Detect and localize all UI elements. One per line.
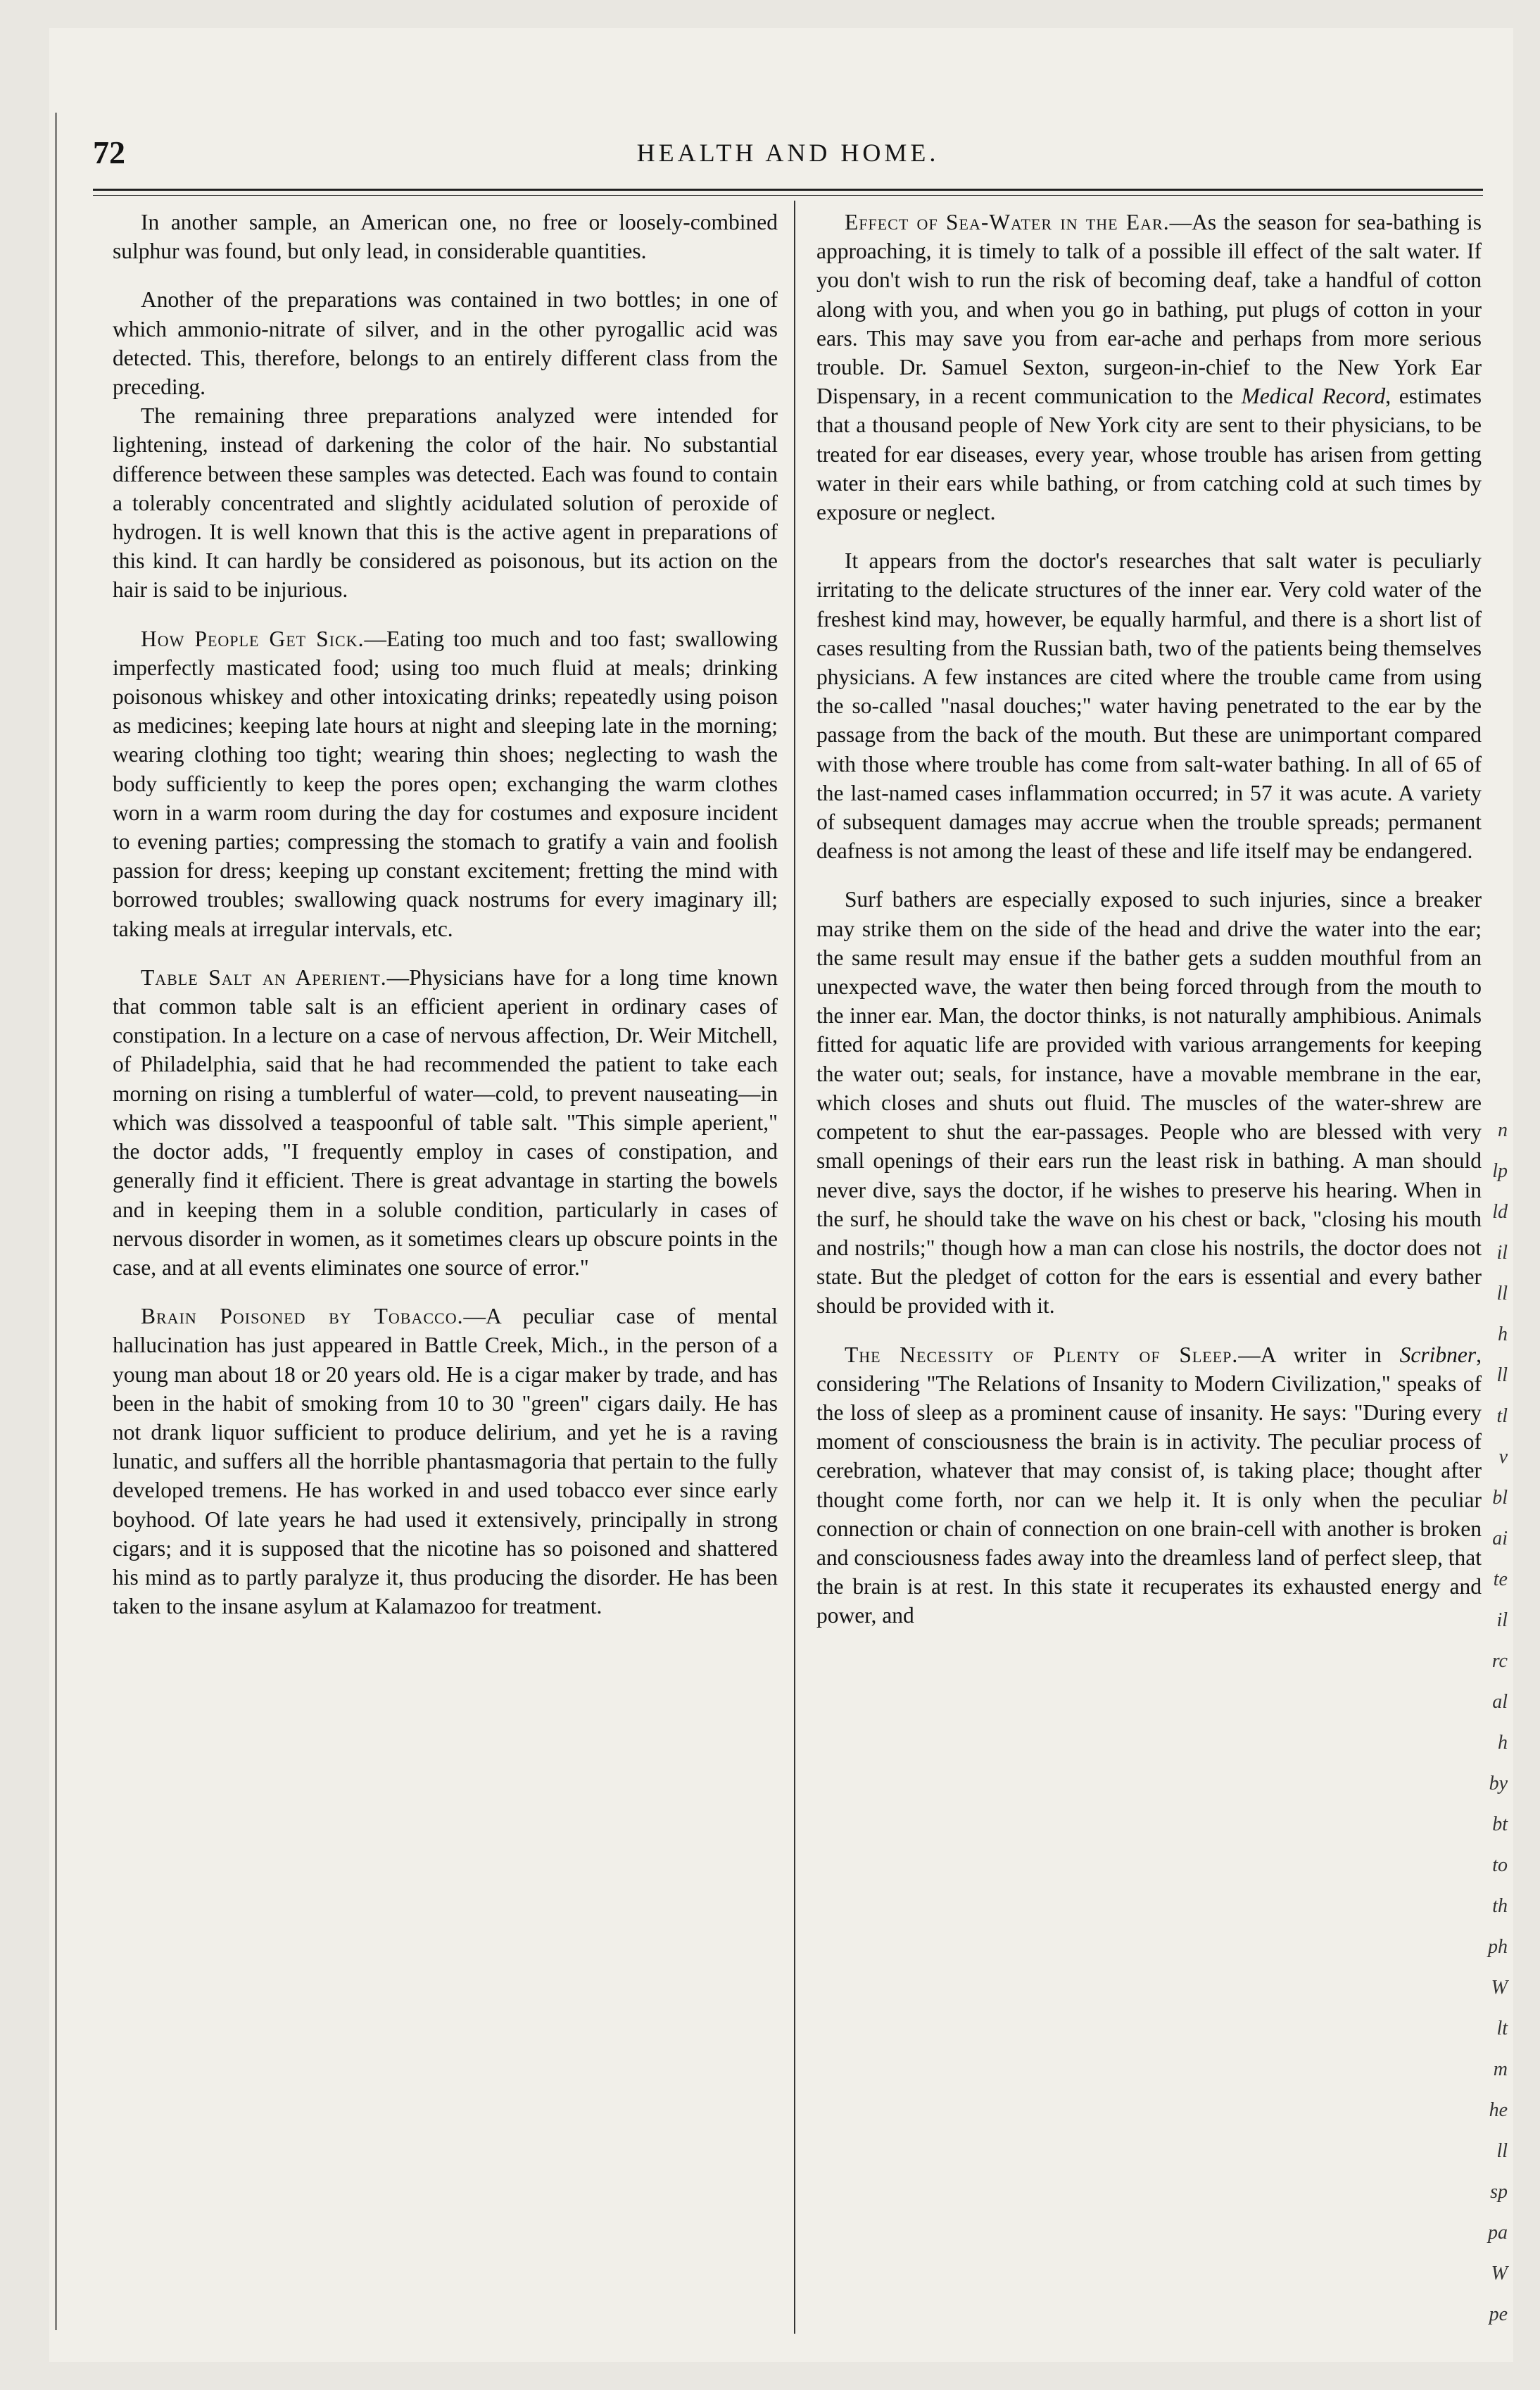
paragraph-doctor-researches: It appears from the doctor's researches that salt water is peculiarly irritating to the delicate structures of the inner ear. Very cold water of the freshest kind may, however, be equally harmful, and there is a short list of cases resulting from the Russian bath, two of the patients being themselves physicians. A few instances are cited where the trouble came from using the so-called "nasal douches;" water having penetrated to the ear by the passage from the back of the mouth. But these are unimportant compared with those where trouble has come from salt-water bathing. In all of 65 of the last-named cases inflammation occurred; in 57 it was acute. A variety of subsequent damages may accrue when the trouble spreads; permanent deafness is not among the least of these and life itself may be endangered. <box>816 548 1482 864</box>
article-sea-water <box>816 208 1482 527</box>
edge-fragment: sp <box>1490 2181 1508 2203</box>
edge-fragment: tl <box>1496 1405 1508 1427</box>
article-hair-dye-continued: In another sample, an American one, no free or loosely-combined sulphur was found, but only lead, in considerable quantities. <box>113 210 778 264</box>
article-title: How People Get Sick. <box>141 626 365 651</box>
article-table-salt <box>113 963 778 1282</box>
edge-fragment: by <box>1489 1773 1508 1794</box>
journal-name: Scribner <box>1399 1342 1477 1367</box>
edge-fragment: ld <box>1492 1201 1508 1223</box>
article-how-people-get-sick <box>113 624 778 943</box>
article-body-cont: , estimates that a thousand people of New York city are sent to their physicians, to be treated for ear diseases, every year, whose trouble has arisen from getting water in their ears while bathing, or from catching cold at such times by exposure or neglect. <box>816 384 1482 525</box>
article-necessity-of-sleep <box>816 1340 1482 1630</box>
newspaper-page <box>49 28 1513 2362</box>
edge-fragment: lp <box>1492 1160 1508 1182</box>
edge-fragment: rc <box>1491 1650 1508 1672</box>
running-head: HEALTH AND HOME. <box>636 139 940 167</box>
edge-fragment: ll <box>1496 1283 1508 1304</box>
paragraph-surf-bathers: Surf bathers are especially exposed to such injuries, since a breaker may strike them on the side of the head and drive the water into the ear; the same result may ensue if the bather gets a sudden mouthful from an unexpected wave, the water then being forced through from the mouth to the inner ear. Man, the doctor thinks, is not naturally amphibious. Animals fitted for aquatic life are provided with various arrangements for keeping the water out; seals, for instance, have a movable membrane in the ear, which closes and shuts out fluid. The muscles of the water-shrew are competent to shut the ear-passages. People who are blessed with very small openings of their ears run the least risk in bathing. A man should never dive, says the doctor, if he wishes to preserve his hearing. When in the surf, he should take the wave on his chest or back, "closing his mouth and nostrils;" though how a man can close his nostrils, the doctor does not state. But the pledget of cotton for the ears is essential and every bather should be provided with it. <box>816 887 1482 1319</box>
edge-fragment: ll <box>1496 2140 1508 2162</box>
binding-edge <box>55 113 57 2330</box>
edge-fragment: to <box>1492 1854 1508 1876</box>
left-column <box>113 208 778 2341</box>
right-column <box>816 208 1482 2341</box>
adjacent-page-fragments <box>1450 169 1513 2325</box>
article-body: —Eating too much and too fast; swallowing imperfectly masticated food; using too much fluid at meals; drinking poisonous whiskey and other intoxicating drinks; repeatedly using poison as medicines; keeping late hours at night and sleeping late in the morning; wearing clothing too tight; wearing thin shoes; neglecting to wash the body sufficiently to keep the pores open; exchanging the warm clothes worn in a warm room during the day for costumes and exposure incident to evening parties; compressing the stomach to gratify a vain and foolish passion for dress; keeping up constant excitement; fretting the mind with borrowed troubles; swallowing quack nostrums for every imaginary ill; taking meals at irregular intervals, etc. <box>113 626 778 941</box>
article-body: —A writer in <box>1238 1342 1400 1367</box>
edge-fragment: pe <box>1489 2303 1508 2325</box>
edge-fragment: bt <box>1492 1813 1508 1835</box>
article-title: Table Salt an Aperient. <box>141 964 387 990</box>
edge-fragment: ph <box>1488 1936 1508 1958</box>
edge-fragment: W <box>1491 2263 1508 2284</box>
edge-fragment: al <box>1492 1691 1508 1713</box>
article-body: —As the season for sea-bathing is approaching, it is timely to talk of a possible ill effect of the salt water. If you don't wish to run the risk of becoming deaf, take a handful of cotton along with you, and when you go in bathing, put plugs of cotton in your ears. This may save you from ear-ache and perhaps from more serious trouble. Dr. Samuel Sexton, surgeon-in-chief to the New York Ear Dispensary, in a recent communication to the <box>816 210 1482 409</box>
article-body: —A peculiar case of mental hallucination has just appeared in Battle Creek, Mich., in the person of a young man about 18 or 20 years old. He is a cigar maker by trade, and has been in the habit of smoking from 10 to 30 "green" cigars daily. He has not drank liquor sufficient to produce delirium, and yet he is a raving lunatic, and suffers all the horrible phantasmagoria that pertain to the fully developed tremens. He has worked in and used tobacco ever since early boyhood. Of late years he had used it extensively, principally in strong cigars; and it is supposed that the nicotine has so poisoned and shattered his mind as to partly paralyze it, thus producing the disorder. He has been taken to the insane asylum at Kalamazoo for treatment. <box>113 1304 778 1619</box>
edge-fragment: th <box>1492 1895 1508 1917</box>
edge-fragment: n <box>1498 1119 1508 1141</box>
edge-fragment: te <box>1493 1568 1508 1590</box>
edge-fragment: h <box>1498 1323 1508 1345</box>
edge-fragment: bl <box>1492 1487 1508 1509</box>
page-header <box>93 134 1483 183</box>
edge-fragment: lt <box>1496 2018 1508 2039</box>
article-title: The Necessity of Plenty of Sleep. <box>845 1342 1239 1367</box>
edge-fragment: il <box>1496 1609 1508 1631</box>
edge-fragment: v <box>1498 1446 1508 1468</box>
journal-name: Medical Record <box>1241 384 1386 409</box>
header-rule <box>93 189 1483 196</box>
article-brain-poisoned <box>113 1302 778 1621</box>
edge-fragment: m <box>1493 2058 1508 2080</box>
edge-fragment: ai <box>1492 1528 1508 1549</box>
article-body-cont: , considering "The Relations of Insanity to Modern Civilization," speaks of the loss of sleep as a prominent cause of insanity. He says: "During every moment of consciousness the brain is in activity. The peculiar process of cerebration, whatever that may consist of, is taking place; thought after thought come forth, nor can we help it. It is only when the peculiar connection or chain of connection on one brain-cell with another is broken and consciousness fades away into the dreamless land of perfect sleep, that the brain is at rest. In this state it recuperates its exhausted energy and power, and <box>816 1342 1482 1628</box>
article-title: Brain Poisoned by Tobacco. <box>141 1304 464 1329</box>
edge-fragment: ll <box>1496 1364 1508 1386</box>
edge-fragment: il <box>1496 1242 1508 1264</box>
paragraph-preparations: Another of the preparations was contained in two bottles; in one of which ammonio-nitrate of silver, and in the other pyrogallic acid was detected. This, therefore, belongs to an entirely different class from the preceding. <box>113 287 778 400</box>
edge-fragment: pa <box>1488 2222 1508 2244</box>
paragraph-remaining-preparations: The remaining three preparations analyzed were intended for lightening, instead of darkening the color of the hair. No substantial difference between these samples was detected. Each was found to contain a tolerably concentrated and slightly acidulated solution of peroxide of hydrogen. It is well known that this is the active agent in preparations of this kind. It can hardly be considered as poisonous, but its action on the hair is said to be injurious. <box>113 403 778 603</box>
article-body: —Physicians have for a long time known that common table salt is an efficient aperient in ordinary cases of constipation. In a lecture on a case of nervous affection, Dr. Weir Mitchell, of Philadelphia, said that he had recommended the patient to take each morning on rising a tumblerful of water—cold, to prevent nauseating—in which was dissolved a teaspoonful of table salt. "This simple aperient," the doctor adds, "I frequently employ in cases of constipation, and generally find it efficient. There is great advantage in starting the bowels and in keeping them in a soluble condition, particularly in cases of nervous disorder in women, as it sometimes clears up obscure points in the case, and at all events eliminates one source of error." <box>113 964 778 1280</box>
column-divider <box>794 201 795 2334</box>
edge-fragment: h <box>1498 1732 1508 1754</box>
article-title: Effect of Sea-Water in the Ear. <box>845 210 1170 234</box>
edge-fragment: W <box>1491 1977 1508 1999</box>
edge-fragment: he <box>1489 2099 1508 2121</box>
page-number: 72 <box>93 134 125 170</box>
